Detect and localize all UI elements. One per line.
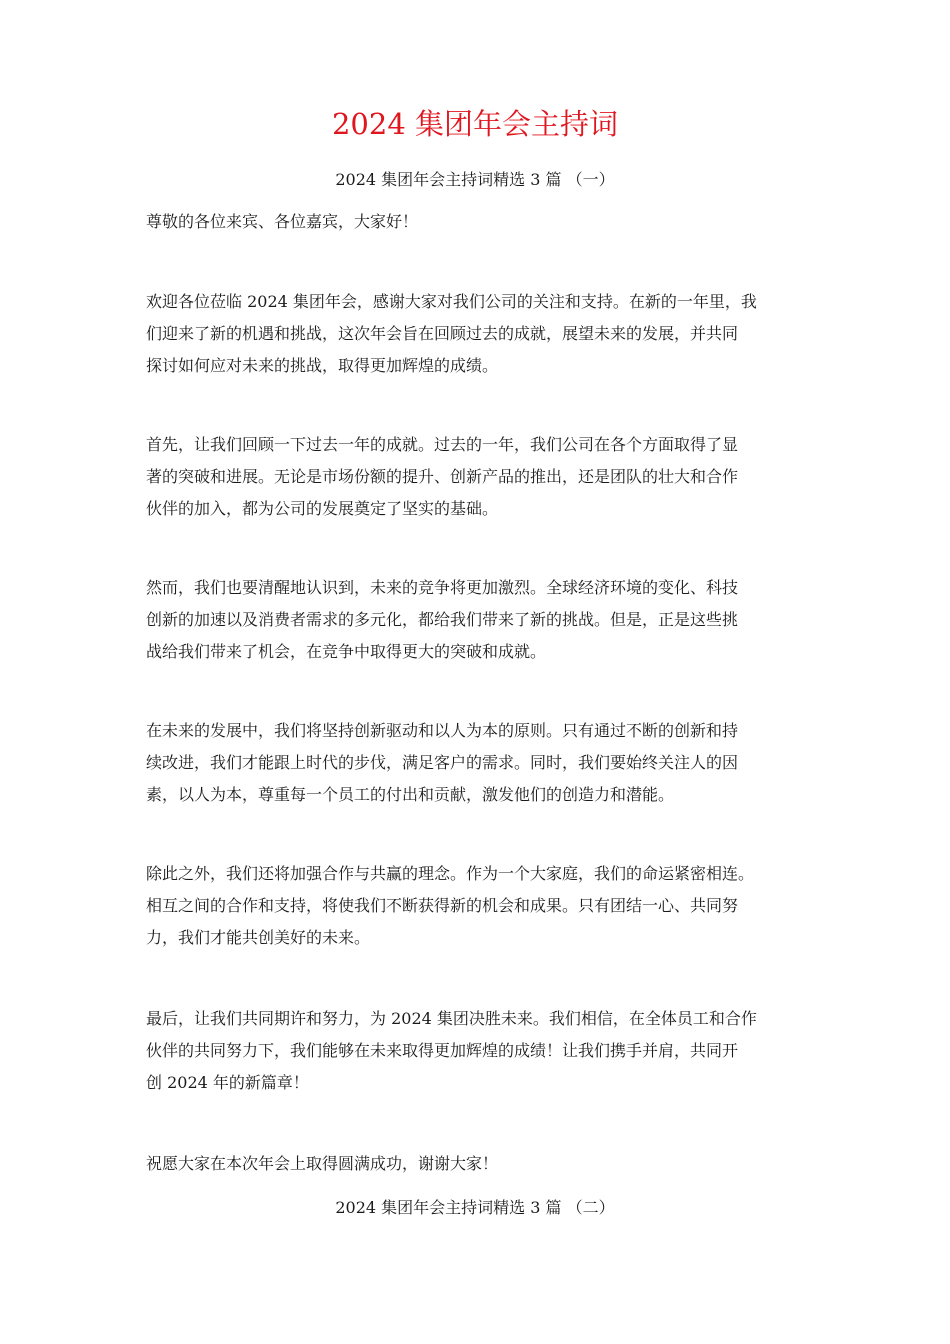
paragraph-challenges (146, 572, 826, 668)
paragraph-line: 首先，让我们回顾一下过去一年的成就。过去的一年，我们公司在各个方面取得了显 (146, 435, 739, 454)
greeting-line: 尊敬的各位来宾、各位嘉宾，大家好！ (146, 212, 419, 231)
paragraph-line: 创新的加速以及消费者需求的多元化，都给我们带来了新的挑战。但是，正是这些挑 (146, 610, 739, 629)
paragraph-line: 然而，我们也要清醒地认识到，未来的竞争将更加激烈。全球经济环境的变化、科技 (146, 578, 739, 597)
paragraph-line: 们迎来了新的机遇和挑战，这次年会旨在回顾过去的成就，展望未来的发展，并共同 (146, 324, 739, 343)
section-heading-1: 2024 集团年会主持词精选 3 篇 （一） (335, 170, 615, 189)
paragraph-line: 探讨如何应对未来的挑战，取得更加辉煌的成绩。 (146, 356, 499, 375)
paragraph-line: 战给我们带来了机会，在竞争中取得更大的突破和成就。 (146, 642, 547, 661)
closing (146, 1148, 826, 1180)
paragraph-finally (146, 1003, 826, 1099)
section-heading-2: 2024 集团年会主持词精选 3 篇 （二） (335, 1198, 615, 1217)
paragraph-welcome (146, 286, 826, 382)
paragraph-line: 伙伴的共同努力下，我们能够在未来取得更加辉煌的成绩！让我们携手并肩，共同开 (146, 1041, 739, 1060)
paragraph-line: 伙伴的加入，都为公司的发展奠定了坚实的基础。 (146, 499, 499, 518)
closing-line: 祝愿大家在本次年会上取得圆满成功，谢谢大家！ (146, 1154, 499, 1173)
paragraph-line: 最后，让我们共同期许和努力，为 2024 集团决胜未来。我们相信，在全体员工和合作 (146, 1009, 757, 1028)
paragraph-line: 素，以人为本，尊重每一个员工的付出和贡献，激发他们的创造力和潜能。 (146, 785, 675, 804)
paragraph-line: 续改进，我们才能跟上时代的步伐，满足客户的需求。同时，我们要始终关注人的因 (146, 753, 739, 772)
paragraph-review (146, 429, 826, 525)
paragraph-line: 相互之间的合作和支持，将使我们不断获得新的机会和成果。只有团结一心、共同努 (146, 896, 739, 915)
paragraph-line: 在未来的发展中，我们将坚持创新驱动和以人为本的原则。只有通过不断的创新和持 (146, 721, 739, 740)
paragraph-innovation (146, 715, 826, 811)
document-title: 2024 集团年会主持词 (331, 107, 619, 141)
paragraph-cooperation (146, 858, 826, 954)
paragraph-line: 除此之外，我们还将加强合作与共赢的理念。作为一个大家庭，我们的命运紧密相连。 (146, 864, 755, 883)
paragraph-line: 创 2024 年的新篇章！ (146, 1073, 309, 1092)
paragraph-line: 著的突破和进展。无论是市场份额的提升、创新产品的推出，还是团队的壮大和合作 (146, 467, 739, 486)
greeting (146, 206, 826, 238)
paragraph-line: 力，我们才能共创美好的未来。 (146, 928, 371, 947)
paragraph-line: 欢迎各位莅临 2024 集团年会，感谢大家对我们公司的关注和支持。在新的一年里，我 (146, 292, 757, 311)
